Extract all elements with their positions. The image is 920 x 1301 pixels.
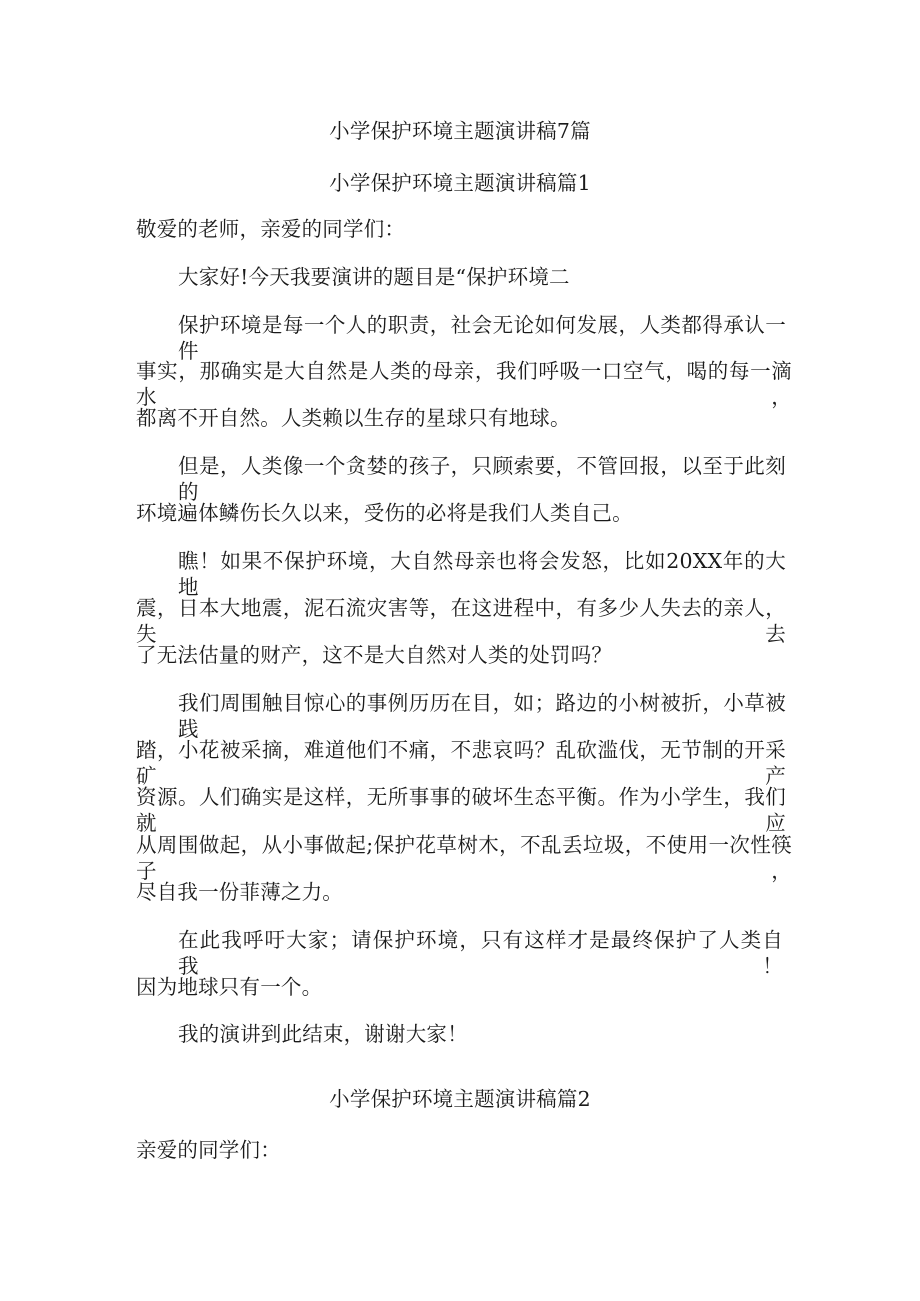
paragraph-line: 因为地球只有一个。 [136,975,323,999]
paragraph-line: 都离不开自然。人类赖以生存的星球只有地球。 [136,406,571,430]
paragraph-line: 踏，小花被采摘，难道他们不痛，不悲哀吗？乱砍滥伐，无节制的开采矿产 [136,738,786,788]
paragraph-line: 震，日本大地震，泥石流灾害等，在这进程中，有多少人失去的亲人，失去 [136,596,786,646]
salutation-1: 敬爱的老师，亲爱的同学们： [136,217,406,241]
paragraph-line: 我们周围触目惊心的事例历历在目，如；路边的小树被折，小草被践 [178,691,786,741]
paragraph-line: 保护环境是每一个人的职责，社会无论如何发展，人类都得承认一件 [178,313,786,363]
paragraph-line: 但是，人类像一个贪婪的孩子，只顾索要，不管回报，以至于此刻的 [178,454,786,504]
paragraph-line: 在此我呼吁大家；请保护环境，只有这样才是最终保护了人类自我！ [178,928,783,978]
paragraph-line: 从周围做起，从小事做起;保护花草树木，不乱丢垃圾，不使用一次性筷子， [136,833,792,883]
paragraph-line: 了无法估量的财产，这不是大自然对人类的处罚吗？ [136,643,613,667]
paragraph-line: 事实，那确实是大自然是人类的母亲，我们呼吸一口空气，喝的每一滴水， [136,359,792,409]
closing-line: 我的演讲到此结束，谢谢大家！ [178,1022,468,1046]
section-heading-2: 小学保护环境主题演讲稿篇2 [329,1087,591,1111]
section-heading-1: 小学保护环境主题演讲稿篇1 [329,171,591,195]
document-title: 小学保护环境主题演讲稿7篇 [329,119,591,143]
paragraph-line: 尽自我一份菲薄之力。 [136,880,343,904]
paragraph-line: 瞧！如果不保护环境，大自然母亲也将会发怒，比如20XX年的大地 [178,549,786,599]
paragraph-line: 大家好!今天我要演讲的题目是“保护环境二 [178,265,570,289]
paragraph-line: 环境遍体鳞伤长久以来，受伤的必将是我们人类自己。 [136,501,633,525]
paragraph-line: 资源。人们确实是这样，无所事事的破坏生态平衡。作为小学生，我们就应 [136,785,786,835]
salutation-2: 亲爱的同学们： [136,1138,281,1162]
